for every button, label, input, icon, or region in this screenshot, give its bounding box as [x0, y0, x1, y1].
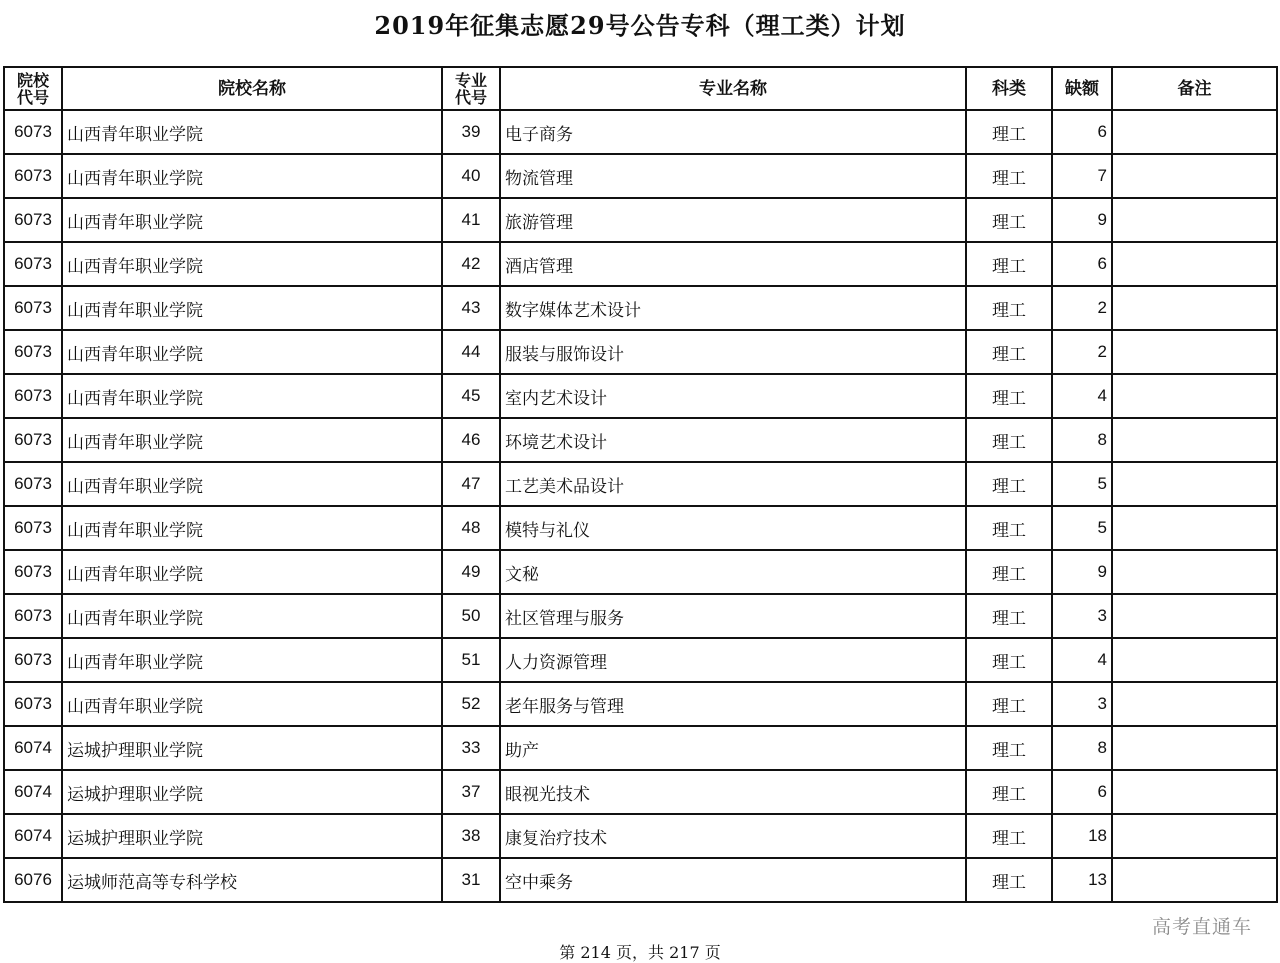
table-row [4, 242, 1277, 286]
cell-school-name: 运城护理职业学院 [62, 814, 442, 858]
cell-major-code: 38 [442, 814, 500, 858]
cell-school-name: 山西青年职业学院 [62, 286, 442, 330]
table-row [4, 770, 1277, 814]
cell-major-name: 酒店管理 [500, 242, 966, 286]
cell-major-code: 45 [442, 374, 500, 418]
cell-category: 理工 [966, 682, 1052, 726]
cell-major-code: 49 [442, 550, 500, 594]
cell-school-name: 山西青年职业学院 [62, 154, 442, 198]
cell-major-code: 31 [442, 858, 500, 902]
cell-major-name: 人力资源管理 [500, 638, 966, 682]
cell-major-code: 47 [442, 462, 500, 506]
cell-major-name: 工艺美术品设计 [500, 462, 966, 506]
cell-school-code: 6073 [4, 110, 62, 154]
cell-note [1112, 726, 1277, 770]
header-category: 科类 [966, 67, 1052, 110]
cell-school-code: 6073 [4, 330, 62, 374]
table-row [4, 330, 1277, 374]
header-school-name: 院校名称 [62, 67, 442, 110]
cell-quota: 6 [1052, 242, 1112, 286]
cell-major-name: 老年服务与管理 [500, 682, 966, 726]
cell-quota: 18 [1052, 814, 1112, 858]
cell-quota: 6 [1052, 770, 1112, 814]
cell-category: 理工 [966, 154, 1052, 198]
cell-category: 理工 [966, 550, 1052, 594]
cell-category: 理工 [966, 330, 1052, 374]
cell-category: 理工 [966, 506, 1052, 550]
cell-major-name: 模特与礼仪 [500, 506, 966, 550]
table-row [4, 594, 1277, 638]
cell-major-code: 37 [442, 770, 500, 814]
cell-school-code: 6073 [4, 506, 62, 550]
cell-note [1112, 154, 1277, 198]
cell-category: 理工 [966, 286, 1052, 330]
cell-major-code: 39 [442, 110, 500, 154]
table-row [4, 682, 1277, 726]
cell-major-code: 51 [442, 638, 500, 682]
cell-school-name: 山西青年职业学院 [62, 418, 442, 462]
table-row [4, 814, 1277, 858]
cell-school-code: 6073 [4, 462, 62, 506]
cell-note [1112, 506, 1277, 550]
cell-quota: 4 [1052, 374, 1112, 418]
table-row [4, 506, 1277, 550]
cell-note [1112, 858, 1277, 902]
cell-major-name: 电子商务 [500, 110, 966, 154]
cell-school-name: 运城师范高等专科学校 [62, 858, 442, 902]
cell-quota: 7 [1052, 154, 1112, 198]
cell-category: 理工 [966, 814, 1052, 858]
cell-major-name: 社区管理与服务 [500, 594, 966, 638]
cell-major-code: 43 [442, 286, 500, 330]
cell-major-name: 环境艺术设计 [500, 418, 966, 462]
cell-quota: 2 [1052, 286, 1112, 330]
cell-school-name: 山西青年职业学院 [62, 506, 442, 550]
header-major-name: 专业名称 [500, 67, 966, 110]
cell-school-name: 山西青年职业学院 [62, 198, 442, 242]
cell-quota: 3 [1052, 682, 1112, 726]
cell-note [1112, 594, 1277, 638]
cell-major-name: 眼视光技术 [500, 770, 966, 814]
table-row [4, 110, 1277, 154]
document-title: 2019年征集志愿29号公告专科（理工类）计划 [374, 11, 906, 40]
cell-major-name: 室内艺术设计 [500, 374, 966, 418]
table-row [4, 198, 1277, 242]
cell-quota: 9 [1052, 550, 1112, 594]
cell-major-code: 40 [442, 154, 500, 198]
cell-school-name: 山西青年职业学院 [62, 682, 442, 726]
cell-school-code: 6076 [4, 858, 62, 902]
header-quota: 缺额 [1052, 67, 1112, 110]
cell-category: 理工 [966, 110, 1052, 154]
table-row [4, 638, 1277, 682]
cell-note [1112, 682, 1277, 726]
enrollment-plan-table [3, 66, 1278, 903]
cell-major-name: 数字媒体艺术设计 [500, 286, 966, 330]
table-row [4, 858, 1277, 902]
cell-category: 理工 [966, 594, 1052, 638]
cell-quota: 13 [1052, 858, 1112, 902]
cell-category: 理工 [966, 770, 1052, 814]
cell-major-name: 服装与服饰设计 [500, 330, 966, 374]
cell-school-name: 山西青年职业学院 [62, 374, 442, 418]
cell-school-name: 运城护理职业学院 [62, 770, 442, 814]
cell-major-code: 46 [442, 418, 500, 462]
cell-quota: 8 [1052, 726, 1112, 770]
cell-school-code: 6073 [4, 418, 62, 462]
cell-note [1112, 418, 1277, 462]
table-row [4, 462, 1277, 506]
cell-school-name: 山西青年职业学院 [62, 110, 442, 154]
cell-category: 理工 [966, 462, 1052, 506]
cell-note [1112, 242, 1277, 286]
cell-note [1112, 770, 1277, 814]
table-row [4, 418, 1277, 462]
cell-school-code: 6073 [4, 242, 62, 286]
cell-quota: 8 [1052, 418, 1112, 462]
watermark-text: 高考直通车 [1151, 916, 1252, 938]
cell-school-name: 山西青年职业学院 [62, 462, 442, 506]
cell-quota: 2 [1052, 330, 1112, 374]
cell-school-code: 6073 [4, 374, 62, 418]
cell-category: 理工 [966, 418, 1052, 462]
cell-school-code: 6073 [4, 594, 62, 638]
cell-note [1112, 814, 1277, 858]
cell-school-code: 6073 [4, 198, 62, 242]
header-note: 备注 [1112, 67, 1277, 110]
cell-note [1112, 638, 1277, 682]
cell-category: 理工 [966, 726, 1052, 770]
table-row [4, 154, 1277, 198]
cell-quota: 6 [1052, 110, 1112, 154]
cell-school-name: 山西青年职业学院 [62, 330, 442, 374]
header-major-code: 专业 代号 [442, 67, 500, 110]
cell-quota: 5 [1052, 506, 1112, 550]
cell-school-name: 山西青年职业学院 [62, 594, 442, 638]
cell-school-code: 6073 [4, 638, 62, 682]
cell-major-code: 44 [442, 330, 500, 374]
cell-note [1112, 330, 1277, 374]
cell-major-name: 康复治疗技术 [500, 814, 966, 858]
cell-major-name: 助产 [500, 726, 966, 770]
cell-category: 理工 [966, 242, 1052, 286]
cell-school-code: 6073 [4, 682, 62, 726]
cell-note [1112, 374, 1277, 418]
cell-major-name: 旅游管理 [500, 198, 966, 242]
cell-major-code: 48 [442, 506, 500, 550]
cell-major-code: 42 [442, 242, 500, 286]
cell-quota: 9 [1052, 198, 1112, 242]
table-body [4, 110, 1277, 902]
cell-school-name: 山西青年职业学院 [62, 242, 442, 286]
cell-major-code: 41 [442, 198, 500, 242]
cell-school-name: 山西青年职业学院 [62, 638, 442, 682]
cell-category: 理工 [966, 638, 1052, 682]
header-school-code: 院校 代号 [4, 67, 62, 110]
cell-school-code: 6074 [4, 726, 62, 770]
cell-note [1112, 110, 1277, 154]
table-row [4, 374, 1277, 418]
cell-category: 理工 [966, 198, 1052, 242]
cell-major-name: 空中乘务 [500, 858, 966, 902]
cell-note [1112, 462, 1277, 506]
cell-note [1112, 198, 1277, 242]
table-row [4, 726, 1277, 770]
cell-school-code: 6073 [4, 550, 62, 594]
cell-quota: 3 [1052, 594, 1112, 638]
cell-school-code: 6073 [4, 154, 62, 198]
page-number-footer: 第 214 页，共 217 页 [559, 943, 721, 962]
cell-major-name: 文秘 [500, 550, 966, 594]
cell-quota: 5 [1052, 462, 1112, 506]
cell-school-name: 运城护理职业学院 [62, 726, 442, 770]
cell-category: 理工 [966, 858, 1052, 902]
cell-school-code: 6074 [4, 814, 62, 858]
cell-major-code: 33 [442, 726, 500, 770]
cell-note [1112, 550, 1277, 594]
cell-quota: 4 [1052, 638, 1112, 682]
cell-major-name: 物流管理 [500, 154, 966, 198]
cell-major-code: 52 [442, 682, 500, 726]
table-header-row [4, 67, 1277, 110]
cell-category: 理工 [966, 374, 1052, 418]
table-row [4, 286, 1277, 330]
cell-note [1112, 286, 1277, 330]
cell-school-code: 6074 [4, 770, 62, 814]
table-row [4, 550, 1277, 594]
cell-school-name: 山西青年职业学院 [62, 550, 442, 594]
cell-major-code: 50 [442, 594, 500, 638]
cell-school-code: 6073 [4, 286, 62, 330]
